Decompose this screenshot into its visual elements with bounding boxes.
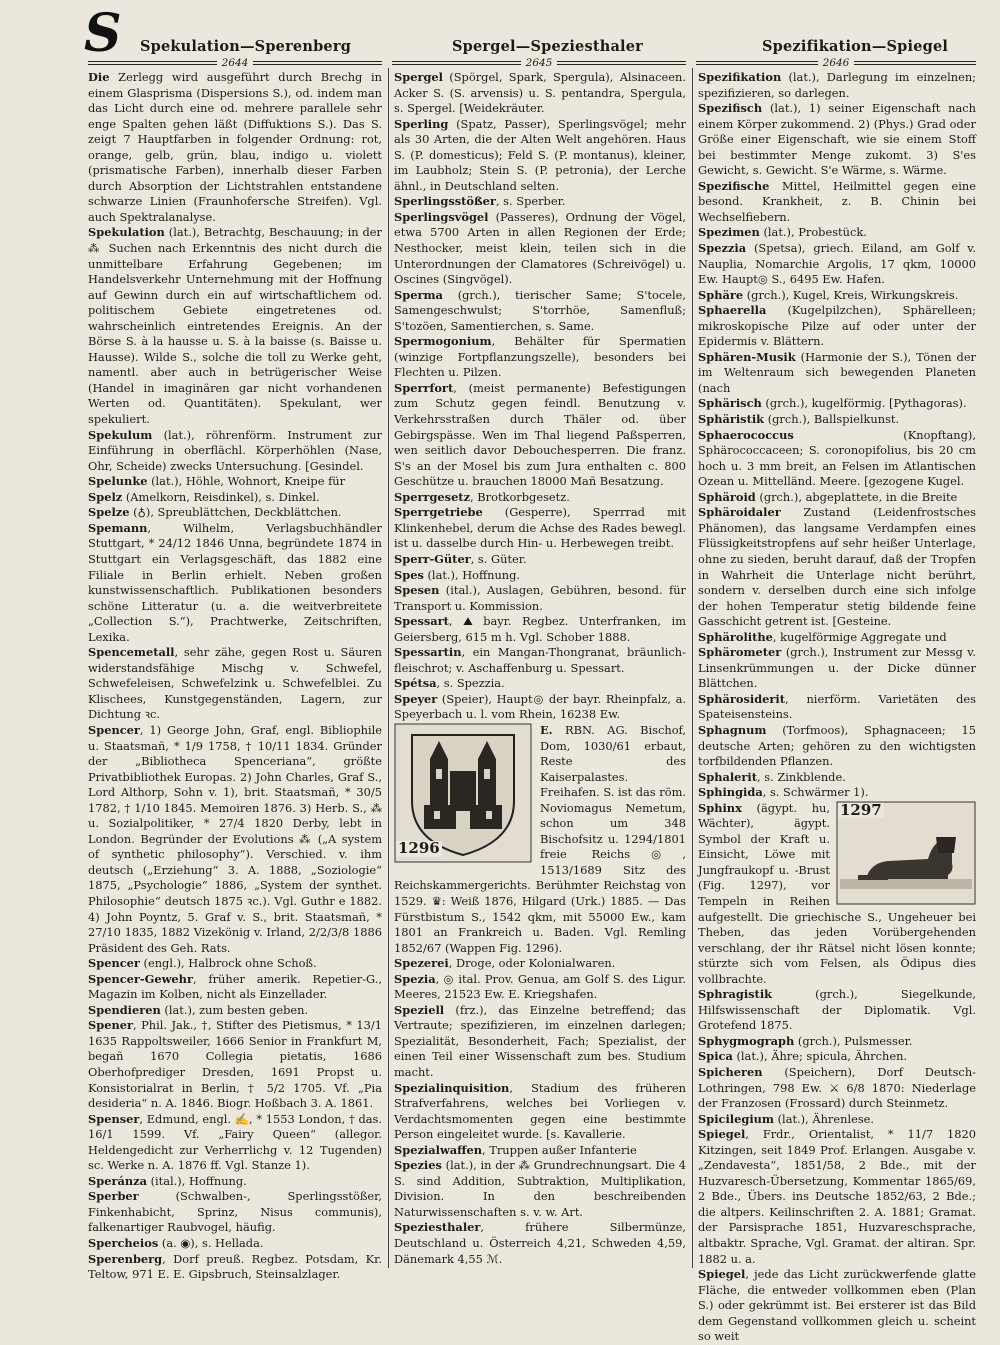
- headword: Sphärisch: [698, 396, 762, 411]
- headword: Spessartin: [394, 645, 462, 660]
- entry: Sphygmograph (grch.), Pulsmesser.: [698, 1033, 913, 1048]
- entry: Spezifisch (lat.), 1) seiner Eigenschaft nach einem Körper zukommend. 2) (Phys.) Grad oder Größe einer Eigenschaft, wie sie einem Stoff bei bestimmter Menge zukomt. 3) S'es Gewicht, s. Gewicht. S'e Wärme, s. Wärme.: [698, 101, 976, 178]
- headword: Spezifische: [698, 178, 770, 193]
- rule: [557, 61, 686, 65]
- center-page-number: 2645: [525, 57, 553, 69]
- column-divider: [692, 68, 693, 1268]
- rule: [392, 61, 521, 65]
- entry: Sphalerit, s. Zinkblende.: [698, 769, 846, 784]
- headword: Sphäristik: [698, 412, 765, 427]
- headword: Spencemetall: [88, 645, 175, 660]
- entry: Spezzia (Spetsa), griech. Eiland, am Golf v. Nauplia, Nomarchie Argolis, 17 qkm, 10000 Ew. Haupt◎ S., 6495 Ew. Hafen.: [698, 241, 976, 287]
- headword: Speránza: [88, 1173, 147, 1188]
- entry: Spergel (Spörgel, Spark, Spergula), Alsinaceen. Acker S. (S. arvensis) u. S. pentandra, Spergula, s. Spergel. [Weidekräuter.: [394, 70, 686, 116]
- entry: Sphaerella (Kugelpilzchen), Sphärelleen; mikroskopische Pilze auf oder unter der Epidermis v. Blättern.: [698, 303, 976, 349]
- column-divider: [388, 68, 389, 1268]
- headword: Sperrgetriebe: [394, 505, 483, 520]
- headword: Spendieren: [88, 1002, 161, 1017]
- entry: Sperma (grch.), tierischer Same; S'tocele, Samengeschwulst; S'torrhöe, Samenfluß; S'tozöen, Samentierchen, s. Same.: [394, 287, 686, 333]
- headword: Speziesthaler: [394, 1220, 481, 1235]
- column-center: [394, 70, 686, 1268]
- headword: Sphaerella: [698, 303, 767, 318]
- entry: Spes (lat.), Hoffnung.: [394, 567, 521, 582]
- section-letter: S: [84, 3, 122, 64]
- headword: Sperr-Güter: [394, 551, 471, 566]
- entry: Spekulation (lat.), Betrachtg, Beschauung; in der ⁂ Suchen nach Erkenntnis des nicht durch die unmittelbare Erfahrung Gegebenen; im Handelsverkehr Unternehmung mit der Hoffnung auf Gewinn durch ein auf wirtschaftlichem od. politischem Gebiete eingetretenes od. wahrscheinlich eintretendes Ereignis. An der Börse S. à la hausse u. S. à la baisse (s. Baisse u. Hausse). Wilde S., solche die toll zu Werke geht, namentl. aber auch in betrügerischer Weise (Handel in imaginären gar nicht vorhandenen Werten od. Quantitäten). Spekulant, wer spekuliert.: [88, 225, 382, 427]
- headword: Spicheren: [698, 1065, 763, 1079]
- entry: Spelze (♁), Spreublättchen, Deckblättchen.: [88, 505, 342, 520]
- headword: Sperling: [394, 116, 449, 131]
- headword: Sphygmograph: [698, 1033, 795, 1048]
- entry: Sperr-Güter, s. Güter.: [394, 551, 527, 566]
- headword: Sphinx: [698, 800, 742, 815]
- entry: Spiegel, jede das Licht zurückwerfende glatte Fläche, die entweder vollkommen eben (Plan S.) oder gekrümmt ist. Bei ersterer ist das Bild dem Gegenstand vollkommen gleich u. scheint so weit: [698, 1267, 976, 1344]
- entry: Spercheios (a. ◉), s. Hellada.: [88, 1236, 264, 1251]
- headword: E.: [540, 722, 553, 737]
- headword: Speziell: [394, 1002, 445, 1017]
- entry: Sphragistik (grch.), Siegelkunde, Hilfswissenschaft der Diplomatik. Vgl. Grotefend 1875.: [698, 987, 976, 1033]
- entry: Sperrgetriebe (Gesperre), Sperrrad mit Klinkenhebel, derum die Achse des Rades bewegl. ist u. dasselbe durch Hin- u. Herbewegen treibt.: [394, 505, 686, 551]
- headword: Spermogonium: [394, 334, 492, 349]
- entry: Spezerei, Droge, oder Kolonialwaren.: [394, 956, 616, 971]
- headword: Spes: [394, 567, 424, 582]
- entry: Spezifikation (lat.), Darlegung im einzelnen; spezifizieren, so darlegen.: [698, 70, 976, 100]
- entry: Sperber (Schwalben-, Sperlingsstößer, Finkenhabicht, Sprinz, Nisus communis), falkenartiger Raubvogel, häufig.: [88, 1189, 382, 1235]
- right-page-number: 2646: [822, 57, 850, 69]
- entry: Spezia, ◎ ital. Prov. Genua, am Golf S. des Ligur. Meeres, 21523 Ew. E. Kriegshafen.: [394, 971, 686, 1002]
- headword: Spercheios: [88, 1236, 159, 1251]
- headword: Spesen: [394, 583, 440, 598]
- entry: Spessartin, ein Mangan-Thongranat, bräunlich-fleischrot; v. Aschaffenburg u. Spessart.: [394, 645, 686, 675]
- entry: Spicheren (Speichern), Dorf Deutsch-Lothringen, 798 Ew. ⚔ 6/8 1870: Niederlage der Franzosen (Frossard) durch Steinmetz.: [698, 1065, 976, 1111]
- headword: Spencer: [88, 956, 140, 971]
- entry: Sphärosiderit, nierförm. Varietäten des Spateisensteins.: [698, 691, 976, 722]
- figure-1297-box: [836, 801, 976, 905]
- entry: E. RBN. AG. Bischof, Dom, 1030/61 erbaut, Reste des Kaiserpalastes. Freihafen. S. ist das röm. Noviomagus Nemetum, schon um 348 Bischofsitz u. 1294/1801 freie Reichs◎, 1513/1689 Sitz des Reichskammergerichts. Berühmter Reichstag von 1529. ♛: Weiß 1876, Hilgard (Urk.) 1885. — Das Fürstbistum S., 1542 qkm, mit 55000 Ew., kam 1801 an Frankreich u. Baden. Vgl. Remling 1852/67 (Wappen Fig. 1296).: [394, 722, 686, 955]
- headword: Spener: [88, 1018, 133, 1033]
- headword: Spergel: [394, 70, 443, 84]
- entry: Spemann, Wilhelm, Verlagsbuchhändler Stuttgart, * 24/12 1846 Unna, begründete 1874 in Stuttgart ein Verlagsgeschäft, das 1882 eine Filiale in Berlin erhielt. Neben großen kunstwissenschaftlich. Publikationen besonders schöne Litteratur (u. a. die weitverbreitete „Collection S.“), Prachtwerke, Zeitschriften, Lexika.: [88, 520, 382, 644]
- right-column-title: Spezifikation—Spiegel: [762, 38, 949, 55]
- entry: Speránza (ital.), Hoffnung.: [88, 1173, 247, 1188]
- headword: Sphalerit: [698, 769, 758, 784]
- headword: Sphagnum: [698, 722, 767, 737]
- entry: Spiegel, Frdr., Orientalist, * 11/7 1820 Kitzingen, seit 1849 Prof. Erlangen. Ausgabe v. „Zendavesta“, 1851/58, 2 Bde., mit der Huzvaresch-Übersetzung, Kommentar 1865/69, 2 Bde., Übers. ins Deutsche 1852/63, 2 Bde.; die altpers. Keilinschriften 2. A. 1881; Gramat. der Parsisprache 1851, Huzvareschsprache, altbaktr. Sprache, Vgl. Gramat. der altiran. Spr. 1882 u. a.: [698, 1127, 976, 1266]
- entry: Sperenberg, Dorf preuß. Regbez. Potsdam, Kr. Teltow, 971 E. E. Gipsbruch, Steinsalzlager.: [88, 1251, 382, 1282]
- column-left: [88, 70, 382, 1282]
- rule: [88, 61, 217, 65]
- rule: [854, 61, 976, 65]
- entry: Sphärometer (grch.), Instrument zur Messg v. Linsenkrümmungen u. der Dicke dünner Blättchen.: [698, 645, 976, 691]
- headword: Speyer: [394, 691, 438, 706]
- headword: Sphären-Musik: [698, 349, 796, 364]
- headword: Spekulation: [88, 225, 165, 240]
- entry: Sphingida, s. Schwärmer 1).: [698, 785, 869, 800]
- entry: Speziesthaler, frühere Silbermünze, Deutschland u. Österreich 4,21, Schweden 4,59, Dänemark 4,55 ℳ.: [394, 1220, 686, 1266]
- entry: Speyer (Speier), Haupt◎ der bayr. Rheinpfalz, a. Speyerbach u. l. vom Rhein, 16238 Ew.: [394, 691, 686, 722]
- entry: Sphärisch (grch.), kugelförmig. [Pythagoras).: [698, 396, 967, 411]
- entry: Spekulum (lat.), röhrenförm. Instrument zur Einführung in oberflächl. Körperhöhlen (Nase, Ohr, Scheide) zwecks Untersuchung. [Gesindel.: [88, 427, 382, 473]
- headword: Spezzia: [698, 241, 747, 256]
- entry: Spétsa, s. Spezzia.: [394, 676, 505, 691]
- right-page-number-row: [696, 57, 976, 69]
- entry: Sperlingsstößer, s. Sperber.: [394, 194, 566, 209]
- entry: Sperling (Spatz, Passer), Sperlingsvögel; mehr als 30 Arten, die der Alten Welt angehören. Haus S. (P. domesticus); Feld S. (P. montanus), kleiner, im Laubholz; Stein S. (P. petronia), der Lerche ähnl., in Deutschland selten.: [394, 116, 686, 193]
- entry: Spenser, Edmund, engl. ✍, * 1553 London, † das. 16/1 1599. Vf. „Fairy Queen“ (allegor. Heldengedicht zur Verherrlichg v. 12 Tugenden) sc. Werke n. A. 1876 ff. Vgl. Stanze 1).: [88, 1111, 382, 1173]
- entry: Sphinx (ägypt. hu, Wächter), ägypt. Symbol der Kraft u. Einsicht, Löwe mit Jungfraukopf u. -Brust (Fig. 1297), vor Tempeln in Reihen aufgestellt. Die griechische S., Ungeheuer bei Theben, das jeden Vorübergehenden verschlang, der ihr Rätsel nicht lösen konnte; stürzte sich vom Felsen, als Ödipus dies vollbrachte.: [698, 800, 976, 986]
- entry: Sphäristik (grch.), Ballspielkunst.: [698, 412, 900, 427]
- entry: Sphären-Musik (Harmonie der S.), Tönen der im Weltenraum sich bewegenden Planeten (nach: [698, 349, 976, 395]
- headword: Sphäroid: [698, 489, 756, 504]
- entry: Spesen (ital.), Auslagen, Gebühren, besond. für Transport u. Kommission.: [394, 583, 686, 613]
- entry: Spencer-Gewehr, früher amerik. Repetier-G., Magazin im Kolben, nicht als Einzellader.: [88, 971, 382, 1002]
- entry: Sphärolithe, kugelförmige Aggregate und: [698, 629, 947, 644]
- entry: Sphäre (grch.), Kugel, Kreis, Wirkungskreis.: [698, 287, 959, 302]
- headword: Spezialwaffen: [394, 1142, 483, 1157]
- headword: Sphärometer: [698, 645, 782, 660]
- headword: Spezifikation: [698, 70, 782, 84]
- headword: Sphäre: [698, 287, 744, 302]
- headword: Sperber: [88, 1189, 139, 1204]
- headword: Spicilegium: [698, 1111, 774, 1126]
- headword: Sphingida: [698, 785, 763, 800]
- headword: Sperma: [394, 287, 443, 302]
- headword: Sphaerococcus: [698, 427, 794, 442]
- headword: Spencer: [88, 722, 140, 737]
- left-page-number-row: [88, 57, 382, 69]
- entry: Spener, Phil. Jak., †, Stifter des Pietismus, * 13/1 1635 Rappoltsweiler, 1666 Senior in Frankfurt M, begañ 1670 Collegia pietatis, 1686 Oberhofprediger Dresden, 1691 Propst u. Konsistorialrat in Berlin, † 5/2 1705. Vf. „Pia desideria“ n. A. 1846. Biogr. Hoßbach 3. A. 1861.: [88, 1018, 382, 1111]
- entry: Spelz (Amelkorn, Reisdinkel), s. Dinkel.: [88, 489, 320, 504]
- entry: Sperrfort, (meist permanente) Befestigungen zum Schutz gegen feindl. Benutzung v. Verkehrsstraßen durch Thäler od. über Gebirgspässe. Wen im Thal liegend Paßsperren, wen seitlich davor Debouchesperren. Die franz. S's an der Mosel bis zum Jura enthalten c. 800 Geschütze u. brauchen 18000 Mañ Besatzung.: [394, 380, 686, 489]
- left-column-title: Spekulation—Sperenberg: [140, 38, 352, 55]
- column-right: [698, 70, 976, 1344]
- headword: Sperlingsstößer: [394, 194, 496, 209]
- figure-1296-label: 1296: [398, 838, 440, 857]
- headword: Spezifisch: [698, 101, 763, 116]
- entry: Spezimen (lat.), Probestück.: [698, 225, 867, 240]
- entry: Sperlingsvögel (Passeres), Ordnung der Vögel, etwa 5700 Arten in allen Regionen der Erde; Nesthocker, meist klein, teilen sich in die Unterordnungen der Clamatores (Schreivögel) u. Oscines (Singvögel).: [394, 209, 686, 287]
- entry: Speziell (frz.), das Einzelne betreffend; das Vertraute; spezifizieren, im einzelnen darlegen; Spezialität, Besonderheit, Fach; Spezialist, der einen Teil einer Wissenschaft zum bes. Studium macht.: [394, 1002, 686, 1079]
- headword: Sperrgesetz: [394, 489, 471, 504]
- entry: Spica (lat.), Ähre; spicula, Ährchen.: [698, 1049, 908, 1064]
- headword: Sphärolithe: [698, 629, 773, 644]
- headword: Sperenberg: [88, 1251, 163, 1266]
- headword: Spica: [698, 1049, 733, 1064]
- headword: Spessart: [394, 614, 449, 629]
- headword: Spencer-Gewehr: [88, 971, 193, 986]
- sphinx-wrap: [698, 801, 976, 988]
- headword: Sperlingsvögel: [394, 209, 489, 224]
- entry: Sphäroid (grch.), abgeplattete, in die Breite: [698, 489, 958, 504]
- rule: [253, 61, 382, 65]
- entry: Spezialwaffen, Truppen außer Infanterie: [394, 1142, 637, 1157]
- headword: Sperrfort: [394, 380, 454, 395]
- headword: Die: [88, 70, 110, 84]
- figure-1297-label: 1297: [840, 800, 882, 819]
- entry: Spicilegium (lat.), Ährenlese.: [698, 1111, 875, 1126]
- center-page-number-row: [392, 57, 686, 69]
- entry: Die Zerlegg wird ausgeführt durch Brechg in einem Glasprisma (Dispersions S.), od. indem man das Licht durch eine od. mehrere parallele sehr enge Spalten gehen läßt (Diffuktions S.). Das S. zeigt 7 Hauptfarben in folgender Ordnung: rot, orange, gelb, grün, blau, indigo u. violett (prismatische Farben), innerhalb dieser Farben durch Absorption der Lichtstrahlen entstandene schwarze Linien (Fraunhofersche Streifen). Vgl. auch Spektralanalyse.: [88, 70, 382, 224]
- entry: Spessart, ⛰ bayr. Regbez. Unterfranken, im Geiersberg, 615 m h. Vgl. Schober 1888.: [394, 614, 686, 644]
- speyer-wrap: [394, 723, 686, 956]
- left-page-number: 2644: [221, 57, 249, 69]
- entry: Spezialinquisition, Stadium des früheren Strafverfahrens, welches bei Vorliegen v. Verdachtsmomenten gegen eine bestimmte Person eingeleitet wurde. [s. Kavallerie.: [394, 1080, 686, 1142]
- headword: Spelze: [88, 505, 130, 520]
- headword: Spezia: [394, 971, 436, 986]
- headword: Spezialinquisition: [394, 1080, 510, 1095]
- headword: Sphäroidaler: [698, 505, 781, 520]
- rule: [696, 61, 818, 65]
- entry: Spencer (engl.), Halbrock ohne Schoß.: [88, 956, 317, 971]
- headword: Sphärosiderit: [698, 691, 785, 706]
- headword: Spemann: [88, 520, 148, 535]
- headword: Spiegel: [698, 1267, 746, 1282]
- entry: Spelunke (lat.), Höhle, Wohnort, Kneipe für: [88, 474, 346, 489]
- headword: Spekulum: [88, 427, 153, 442]
- headword: Spelz: [88, 489, 123, 504]
- entry: Spezifische Mittel, Heilmittel gegen eine besond. Krankheit, z. B. Chinin bei Wechselfiebern.: [698, 178, 976, 224]
- entry: Spencer, 1) George John, Graf, engl. Bibliophile u. Staatsmañ, * 1/9 1758, † 10/11 1834. Gründer der „Bibliotheca Spenceriana“, größte Privatbibliothek Europas. 2) John Charles, Graf S., Lord Althorp, Sohn v. 1), brit. Staatsmañ, * 30/5 1782, † 1/10 1845. Memoiren 1876. 3) Herb. S., ⁂ u. Sozialpolitiker, * 27/4 1820 Derby, lebt in London. Begründer der Evolutions ⁂ („A system of synthetic philosophy“). Verschied. v. ihm deutsch („Erziehung“ 3. A. 1888, „Soziologie“ 1875, „Psychologie“ 1886, „System der synthet. Philosophie“ deutsch 1875 ꝛc.). Vgl. Guthr e 1882. 4) John Poyntz, 5. Graf v. S., brit. Staatsmañ, * 27/10 1835, 1882 Vizekönig v. Irland, 2/2/3/8 1886 Präsident des Geh. Rats.: [88, 722, 382, 955]
- headword: Spelunke: [88, 474, 148, 489]
- headword: Spezies: [394, 1158, 442, 1173]
- headword: Sphragistik: [698, 987, 773, 1002]
- entry: Spezies (lat.), in der ⁂ Grundrechnungsart. Die 4 S. sind Addition, Subtraktion, Multiplikation, Division. In den beschreibenden Naturwissenschaften s. v. w. Art.: [394, 1158, 686, 1219]
- entry: Sphäroidaler Zustand (Leidenfrostsches Phänomen), das langsame Verdampfen eines Flüssigkeitstropfens auf sehr heißer Unterlage, ohne zu sieden, beruht darauf, daß der Tropfen in Wahrheit die Unterlage nicht berührt, sondern v. derselben durch eine sich infolge der hohen Temperatur stetig bildende feine Gasschicht getrent ist. [Gesteine.: [698, 505, 976, 629]
- headword: Spiegel: [698, 1127, 746, 1142]
- center-column-title: Spergel—Speziesthaler: [452, 38, 644, 55]
- entry: Sphagnum (Torfmoos), Sphagnaceen; 15 deutsche Arten; gehören zu den wichtigsten torfbildenden Pflanzen.: [698, 722, 976, 769]
- headword: Spétsa: [394, 676, 437, 691]
- entry: Spendieren (lat.), zum besten geben.: [88, 1002, 309, 1017]
- figure-1296-box: [394, 723, 532, 863]
- entry: Sperrgesetz, Brotkorbgesetz.: [394, 489, 570, 504]
- entry: Spermogonium, Behälter für Spermatien (winzige Fortpflanzungszelle), besonders bei Flechten u. Pilzen.: [394, 334, 686, 380]
- entry: Sphaerococcus (Knopftang), Sphärococcaceen; S. coronopifolius, bis 20 cm hoch u. 3 mm breit, an Felsen im Atlantischen Ozean u. Mittelländ. Meere. [gezogene Kugel.: [698, 427, 976, 489]
- headword: Spenser: [88, 1111, 140, 1126]
- headword: Spezimen: [698, 225, 760, 240]
- headword: Spezerei: [394, 956, 449, 971]
- entry: Spencemetall, sehr zähe, gegen Rost u. Säuren widerstandsfähige Mischg v. Schwefel, Schwefeleisen, Schwefelzink u. Schwefelblei. Zu Klischees, Kunstgegenständen, Lagern, zur Dichtung ꝛc.: [88, 645, 382, 722]
